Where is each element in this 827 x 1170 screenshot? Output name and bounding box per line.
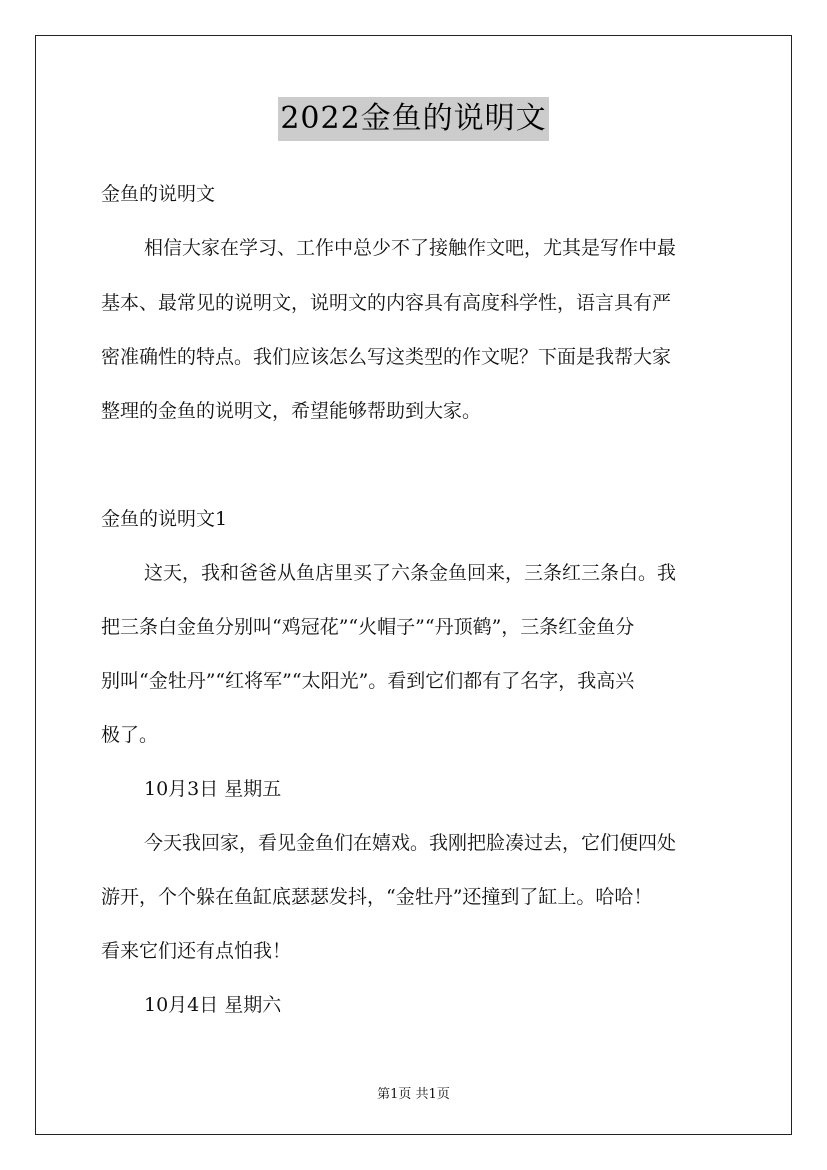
document-title (0, 97, 827, 141)
date-entry-1: 10月3日 星期五 (144, 778, 282, 800)
document-title-text: 2022金鱼的说明文 (278, 97, 548, 141)
para2-line-1: 今天我回家，看见金鱼们在嬉戏。我刚把脸凑过去，它们便四处 (144, 832, 677, 854)
date-entry-2: 10月4日 星期六 (144, 994, 282, 1016)
para1-line-4: 极了。 (101, 724, 159, 746)
para2-line-2: 游开，个个躲在鱼缸底瑟瑟发抖，“金牡丹”还撞到了缸上。哈哈！ (101, 886, 653, 908)
section-heading-1: 金鱼的说明文1 (101, 508, 228, 530)
intro-heading: 金鱼的说明文 (101, 183, 216, 205)
para2-line-3: 看来它们还有点怕我！ (101, 940, 292, 962)
intro-line-4: 整理的金鱼的说明文，希望能够帮助到大家。 (101, 400, 482, 422)
intro-line-2: 基本、最常见的说明文，说明文的内容具有高度科学性，语言具有严 (101, 292, 672, 314)
para1-line-2: 把三条白金鱼分别叫“鸡冠花”“火帽子”“丹顶鹤”，三条红金鱼分 (101, 616, 635, 638)
para1-line-3: 别叫“金牡丹”“红将军”“太阳光”。看到它们都有了名字，我高兴 (101, 670, 635, 692)
para1-line-1: 这天，我和爸爸从鱼店里买了六条金鱼回来，三条红三条白。我 (144, 562, 677, 584)
intro-line-1: 相信大家在学习、工作中总少不了接触作文吧，尤其是写作中最 (144, 237, 677, 259)
intro-line-3: 密准确性的特点。我们应该怎么写这类型的作文呢？下面是我帮大家 (101, 346, 672, 368)
page-footer: 第1页 共1页 (377, 1087, 450, 1102)
